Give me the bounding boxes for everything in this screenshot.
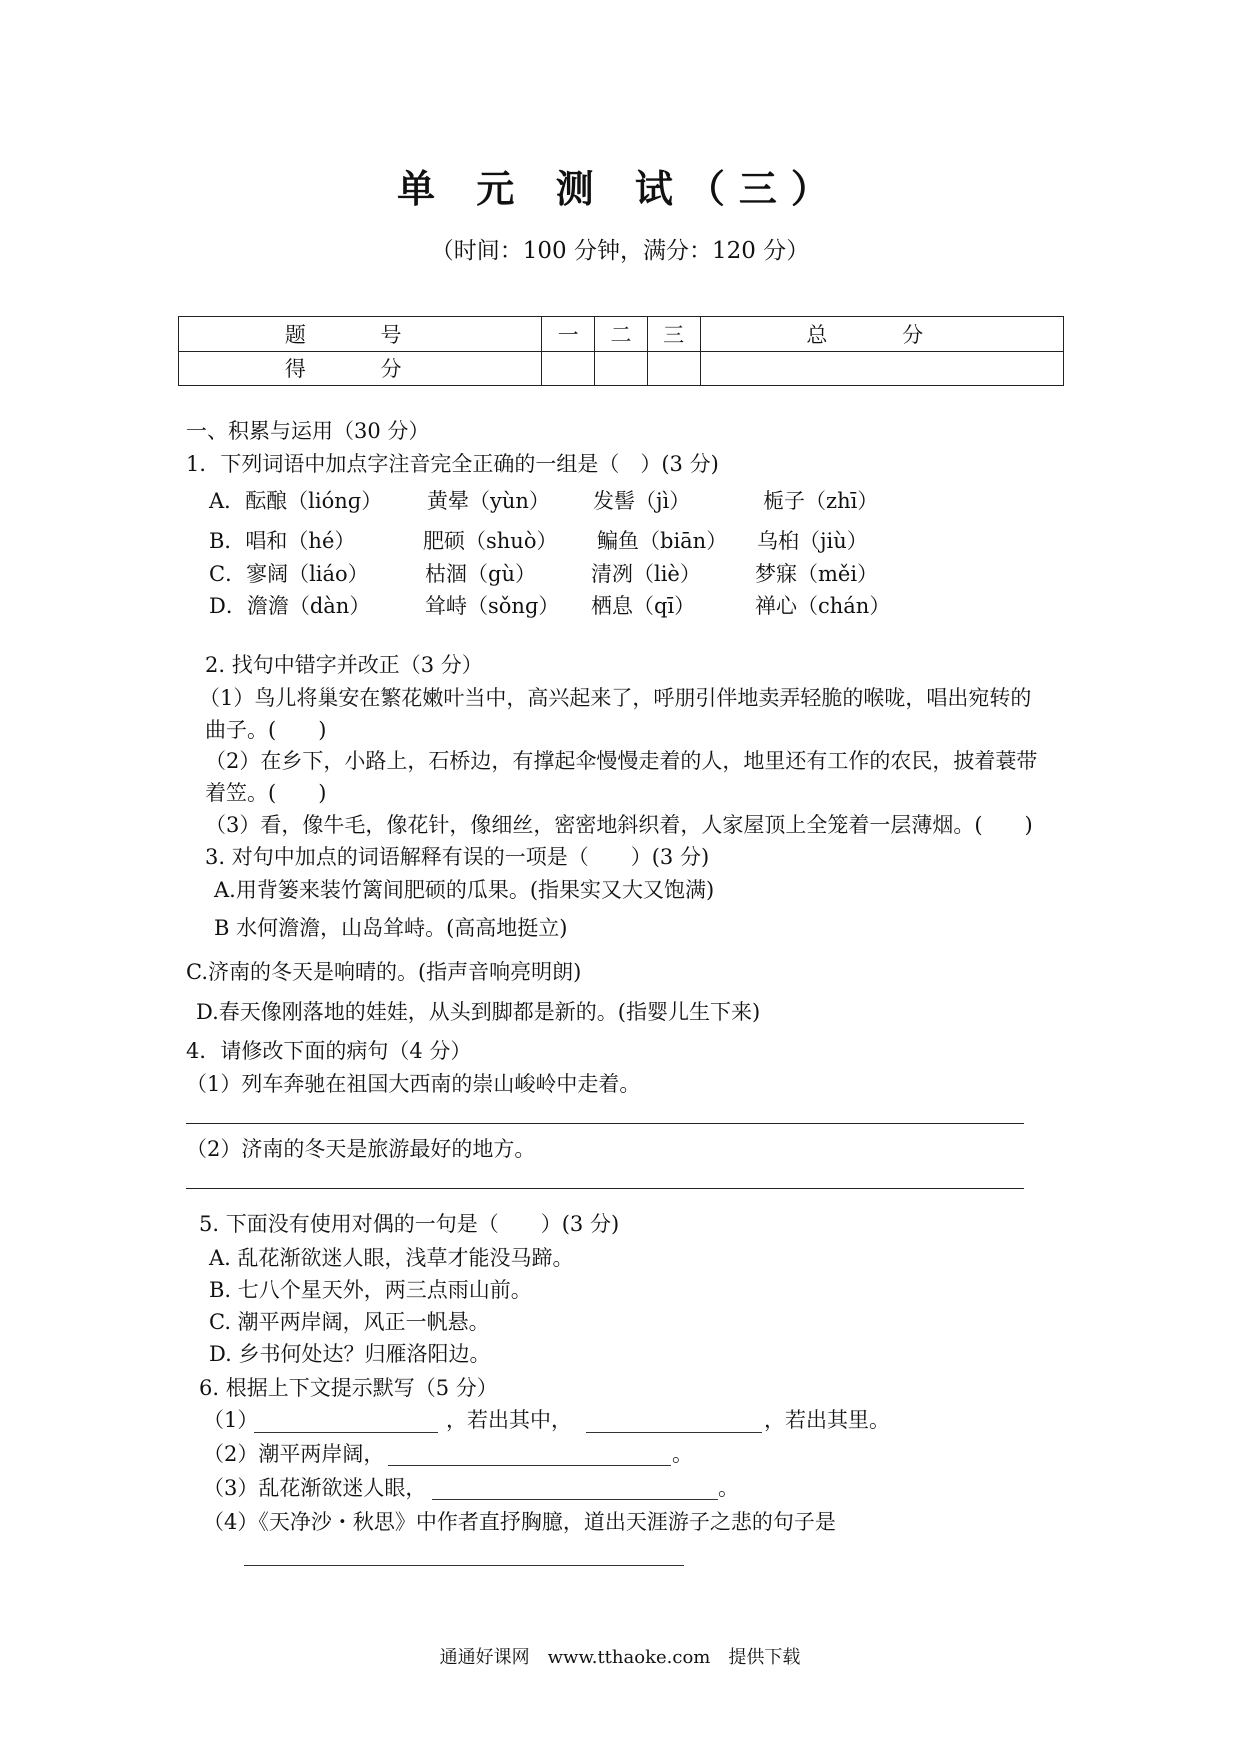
q6-line-4: （4）《天净沙・秋思》中作者直抒胸臆，道出天涯游子之悲的句子是 <box>203 1510 836 1534</box>
score-header-question-no: 题 号 <box>179 317 542 352</box>
q5-option-a: A. 乱花渐欲迷人眼，浅草才能没马蹄。 <box>209 1246 574 1270</box>
score-header-part-2: 二 <box>595 317 648 352</box>
q3-option-b: B 水何澹澹，山岛耸峙。(高高地挺立) <box>214 916 568 940</box>
q6-line-2-end: 。 <box>672 1442 693 1466</box>
exam-time-info: （时间：100 分钟，满分：120 分） <box>430 238 810 264</box>
score-row-label: 得 分 <box>179 351 542 386</box>
q3-option-d: D.春天像刚落地的娃娃，从头到脚都是新的。(指婴儿生下来) <box>196 1000 761 1024</box>
q3-stem: 3. 对句中加点的词语解释有误的一项是（ ）(3 分) <box>205 845 710 869</box>
q1-option-c-2: 枯涸（gù） <box>425 562 536 586</box>
score-table-header-row <box>179 317 1064 352</box>
score-cell-part-2[interactable] <box>595 351 648 386</box>
q6-line-3-end: 。 <box>718 1476 739 1500</box>
footer-credit: 通通好课网 www.tthaoke.com 提供下载 <box>439 1647 801 1668</box>
q1-option-d-2: 耸峙（sǒnɡ） <box>425 594 560 618</box>
q4-answer-line-1[interactable] <box>186 1123 1024 1124</box>
q2-sentence-2a: （2）在乡下，小路上，石桥边，有撑起伞慢慢走着的人，地里还有工作的农民，披着蓑带 <box>205 749 1038 773</box>
q3-option-a: A.用背篓来装竹篱间肥硕的瓜果。(指果实又大又饱满) <box>214 878 715 902</box>
q1-option-c-3: 清冽（liè） <box>591 562 701 586</box>
q5-option-c: C. 潮平两岸阔，风正一帆悬。 <box>209 1310 490 1334</box>
q1-option-c-4: 梦寐（měi） <box>755 562 879 586</box>
q2-stem: 2. 找句中错字并改正（3 分） <box>205 653 483 677</box>
q1-option-b-4: 乌桕（jiù） <box>757 529 868 553</box>
page-title: 单 元 测 试（三） <box>397 166 843 211</box>
section-heading: 一、积累与运用（30 分） <box>186 419 430 443</box>
q1-option-a-4: 栀子（zhī） <box>763 489 879 513</box>
q5-stem: 5. 下面没有使用对偶的一句是（ ）(3 分) <box>199 1212 620 1236</box>
q6-stem: 6. 根据上下文提示默写（5 分） <box>199 1376 498 1400</box>
q4-stem: 4．请修改下面的病句（4 分） <box>186 1039 472 1063</box>
q6-blank-1[interactable] <box>254 1432 438 1433</box>
q4-sentence-1: （1）列车奔驰在祖国大西南的崇山峻岭中走着。 <box>186 1072 641 1096</box>
score-header-part-3: 三 <box>647 317 700 352</box>
q4-sentence-2: （2）济南的冬天是旅游最好的地方。 <box>186 1137 536 1161</box>
q4-answer-line-2[interactable] <box>186 1188 1024 1189</box>
q6-blank-4[interactable] <box>432 1499 718 1500</box>
q6-blank-2[interactable] <box>586 1432 762 1433</box>
q1-option-a-2: 黄晕（yùn） <box>427 489 550 513</box>
q1-option-b-2: 肥硕（shuò） <box>423 529 558 553</box>
score-header-total: 总 分 <box>700 317 1063 352</box>
q1-option-b-3: 鳊鱼（biān） <box>597 529 728 553</box>
q3-option-c: C.济南的冬天是响晴的。(指声音响亮明朗) <box>186 960 582 984</box>
q6-line-1-prefix: （1） <box>203 1408 259 1432</box>
q6-line-2: （2）潮平两岸阔， <box>203 1442 385 1466</box>
q5-option-b: B. 七八个星天外，两三点雨山前。 <box>209 1278 532 1302</box>
q2-sentence-2b: 着笠。( ) <box>205 781 327 805</box>
q1-option-d-4: 禅心（chán） <box>755 594 891 618</box>
q2-sentence-3: （3）看，像牛毛，像花针，像细丝，密密地斜织着，人家屋顶上全笼着一层薄烟。( ) <box>205 813 1033 837</box>
q1-stem: 1．下列词语中加点字注音完全正确的一组是（ ）(3 分) <box>186 452 719 476</box>
q6-line-1-suffix: ，若出其里。 <box>764 1408 890 1432</box>
score-cell-part-1[interactable] <box>542 351 595 386</box>
q6-line-1-middle: ，若出其中， <box>446 1408 572 1432</box>
score-cell-total[interactable] <box>700 351 1063 386</box>
q1-option-c-1: C．寥阔（liáo） <box>209 562 369 586</box>
q2-sentence-1a: （1）鸟儿将巢安在繁花嫩叶当中，高兴起来了，呼朋引伴地卖弄轻脆的喉咙，唱出宛转的 <box>199 686 1032 710</box>
score-header-part-1: 一 <box>542 317 595 352</box>
score-cell-part-3[interactable] <box>647 351 700 386</box>
q5-option-d: D. 乡书何处达？归雁洛阳边。 <box>209 1342 491 1366</box>
q1-option-a-3: 发髻（jì） <box>593 489 691 513</box>
q2-sentence-1b: 曲子。( ) <box>205 718 327 742</box>
score-table-score-row <box>179 351 1064 386</box>
q1-option-a-1: A．酝酿（liónɡ） <box>209 489 383 513</box>
q6-blank-5[interactable] <box>244 1565 684 1566</box>
score-table <box>178 316 1064 386</box>
q6-line-3: （3）乱花渐欲迷人眼， <box>203 1476 427 1500</box>
q1-option-d-1: D．澹澹（dàn） <box>209 594 371 618</box>
q1-option-b-1: B．唱和（hé） <box>209 529 356 553</box>
q1-option-d-3: 栖息（qī） <box>591 594 696 618</box>
q6-blank-3[interactable] <box>388 1465 671 1466</box>
